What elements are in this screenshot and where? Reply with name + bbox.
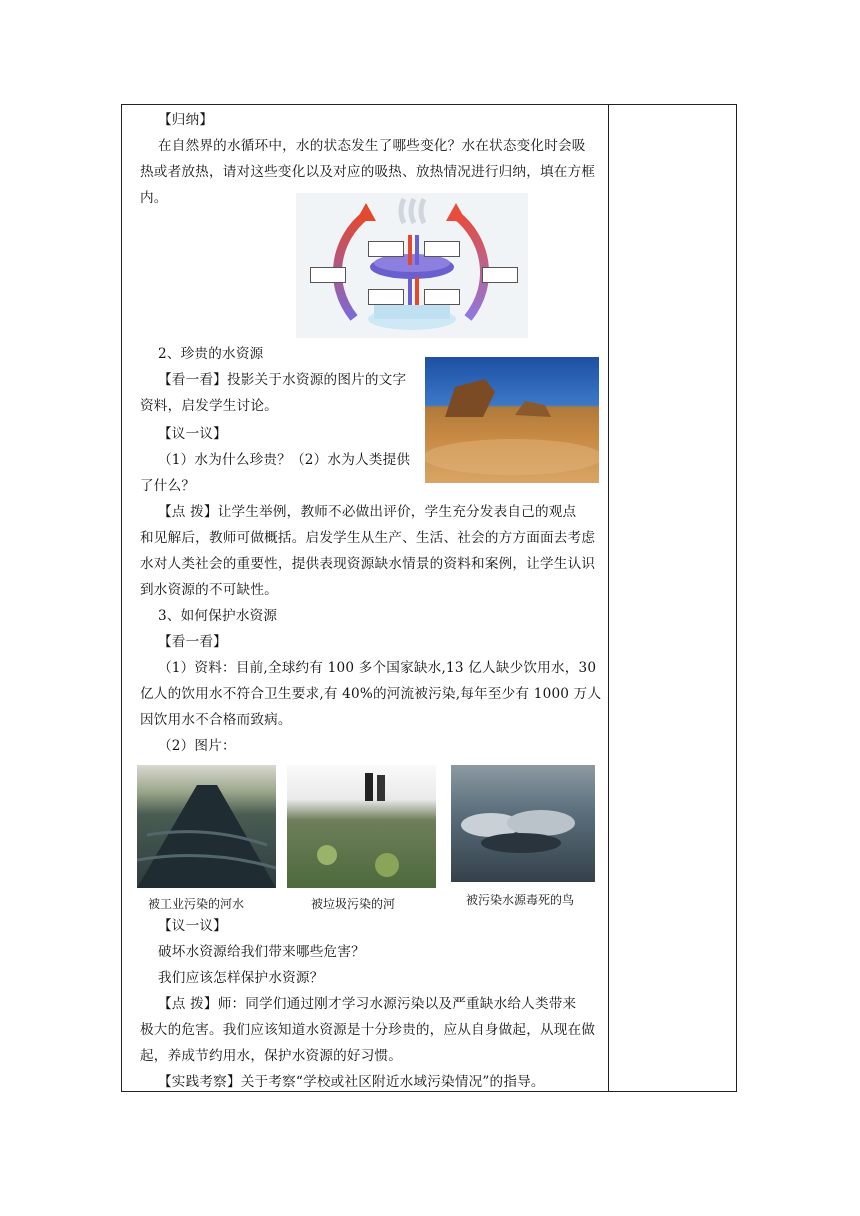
answer-box-bottom-right[interactable] [424, 289, 460, 305]
section-protect-water-title: 3、如何保护水资源 [158, 608, 278, 624]
water-cycle-diagram [296, 193, 528, 338]
caption-garbage-river: 被垃圾污染的河 [305, 893, 401, 914]
discuss-heading-1: 【议一议】 [158, 426, 227, 442]
look-line-1: 【看一看】投影关于水资源的图片的文字 [158, 372, 407, 388]
tip-line-1: 【点 拨】让学生举例，教师不必做出评价，学生充分发表自己的观点 [158, 504, 577, 520]
tip2-line-2: 极大的危害。我们应该知道水资源是十分珍贵的，应从自身做起，从现在做 [140, 1022, 596, 1038]
look-heading-2: 【看一看】 [158, 634, 227, 650]
summary-line-2: 热或者放热，请对这些变化以及对应的吸热、放热情况进行归纳，填在方框 [140, 164, 596, 180]
answer-box-bottom-left[interactable] [368, 289, 404, 305]
tip-line-4: 到水资源的不可缺性。 [140, 582, 278, 598]
summary-line-3: 内。 [140, 190, 168, 206]
answer-box-top-right[interactable] [424, 241, 460, 257]
caption-poisoned-birds: 被污染水源毒死的鸟 [460, 889, 580, 910]
summary-line-1: 在自然界的水循环中，水的状态发生了哪些变化？水在状态变化时会吸 [158, 138, 586, 154]
summary-heading: 【归纳】 [158, 112, 214, 128]
material-line-2: 亿人的饮用水不符合卫生要求,有 40%的河流被污染,每年至少有 1000 万人 [140, 686, 602, 702]
desert-rock-illustration [425, 357, 599, 483]
garbage-river-illustration [287, 765, 436, 888]
tip-line-2: 和见解后，教师可做概括。启发学生从生产、生活、社会的方方面面去考虑 [140, 530, 596, 546]
caption-industrial-river: 被工业污染的河水 [142, 893, 250, 914]
material-line-3: 因饮用水不合格而致病。 [140, 712, 292, 728]
poisoned-birds-photo [451, 765, 595, 882]
table-column-divider [608, 104, 609, 1092]
tip2-line-1: 【点 拨】师：同学们通过刚才学习水源污染以及严重缺水给人类带来 [158, 996, 577, 1012]
pictures-label: （2）图片： [158, 738, 236, 754]
desert-photo [425, 357, 599, 483]
look-line-2: 资料，启发学生讨论。 [140, 398, 278, 414]
tip2-line-3: 起，养成节约用水，保护水资源的好习惯。 [140, 1048, 403, 1064]
answer-box-right[interactable] [482, 267, 518, 283]
practice-line: 【实践考察】关于考察“学校或社区附近水域污染情况”的指导。 [158, 1074, 545, 1090]
section-precious-water-title: 2、珍贵的水资源 [158, 346, 264, 362]
answer-box-top-left[interactable] [368, 241, 404, 257]
industrial-polluted-river-photo [137, 765, 276, 888]
dead-birds-illustration [451, 765, 595, 882]
answer-box-left[interactable] [310, 267, 346, 283]
polluted-river-illustration [137, 765, 276, 888]
discuss-line-2: 了什么？ [140, 478, 196, 494]
tip-line-3: 水对人类社会的重要性，提供表现资源缺水情景的资料和案例，让学生认识 [140, 556, 596, 572]
garbage-polluted-river-photo [287, 765, 436, 888]
question-1: 破坏水资源给我们带来哪些危害？ [158, 944, 365, 960]
discuss-heading-2: 【议一议】 [158, 918, 227, 934]
material-line-1: （1）资料：目前,全球约有 100 多个国家缺水,13 亿人缺少饮用水，30 [158, 660, 597, 676]
question-2: 我们应该怎样保护水资源？ [158, 970, 324, 986]
discuss-line-1: （1）水为什么珍贵？（2）水为人类提供 [158, 452, 411, 468]
water-cycle-illustration [296, 193, 528, 338]
